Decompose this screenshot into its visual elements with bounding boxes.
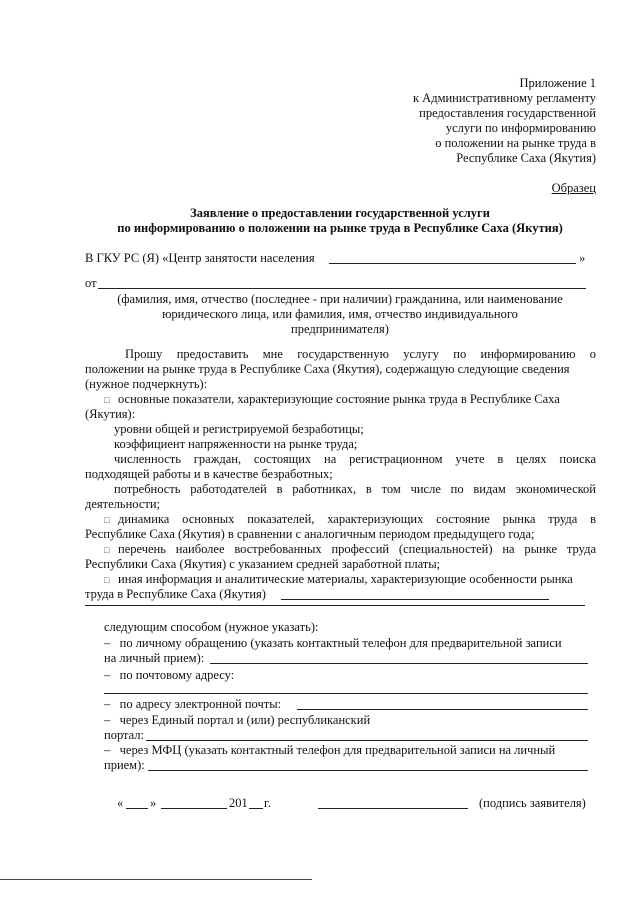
date-month-field[interactable] bbox=[161, 808, 227, 809]
sub-item-unemployment[interactable]: уровни общей и регистрируемой безработицы; bbox=[114, 422, 364, 436]
other-info-field[interactable] bbox=[281, 599, 549, 600]
sub-item-registered[interactable]: численность граждан, состоящих на регистрационном учете в целях поиска bbox=[114, 452, 596, 466]
from-label: от bbox=[85, 276, 97, 290]
applicant-note-line: предпринимателя) bbox=[291, 322, 389, 336]
checkbox-icon[interactable]: □ bbox=[104, 395, 110, 405]
email-field[interactable] bbox=[297, 709, 588, 710]
date-day-field[interactable] bbox=[126, 808, 148, 809]
intro-line-3: (нужное подчеркнуть): bbox=[85, 377, 208, 391]
title-line-1: Заявление о предоставлении государственной услуги bbox=[190, 206, 490, 220]
portal-field[interactable] bbox=[146, 740, 588, 741]
sub-item-tension[interactable]: коэффициент напряженности на рынке труда; bbox=[114, 437, 358, 451]
addressee-close: » bbox=[579, 251, 586, 265]
document-title bbox=[60, 206, 620, 236]
method-email[interactable] bbox=[104, 697, 281, 712]
other-info-field-2[interactable] bbox=[85, 605, 585, 606]
mfc-phone-field[interactable] bbox=[148, 770, 588, 771]
intro-line-2: положении на рынке труда в Республике Саха (Якутия), содержащую следующие сведения bbox=[85, 362, 570, 376]
item-professions[interactable] bbox=[104, 542, 596, 558]
applicant-note-line: (фамилия, имя, отчество (последнее - при наличии) гражданина, или наименование bbox=[117, 292, 563, 306]
appendix-line: к Административному регламенту bbox=[412, 91, 596, 105]
dash: – bbox=[104, 697, 111, 711]
dash: – bbox=[104, 713, 111, 727]
checkbox-icon[interactable]: □ bbox=[104, 515, 110, 525]
method-text: по личному обращению (указать контактный телефон для предварительной записи bbox=[119, 636, 562, 650]
date-year-suffix: г. bbox=[264, 796, 271, 810]
appendix-line: услуги по информированию bbox=[445, 121, 596, 135]
personal-phone-field[interactable] bbox=[210, 663, 588, 664]
signature-field[interactable] bbox=[318, 808, 468, 809]
appendix-line: Республике Саха (Якутия) bbox=[456, 151, 596, 165]
method-portal[interactable] bbox=[104, 713, 370, 728]
applicant-note bbox=[95, 292, 585, 337]
dash: – bbox=[104, 636, 111, 650]
method-heading: следующим способом (нужное указать): bbox=[104, 620, 319, 634]
method-personal-cont: на личный прием): bbox=[104, 651, 205, 665]
item-text: перечень наиболее востребованных профессий (специальностей) на рынке труда bbox=[118, 542, 596, 556]
sample-label: Образец bbox=[551, 181, 596, 195]
item-text-cont: (Якутия): bbox=[85, 407, 136, 421]
intro-line-1: Прошу предоставить мне государственную услугу по информированию о bbox=[125, 347, 596, 361]
item-other-info[interactable] bbox=[104, 572, 573, 588]
addressee-label: В ГКУ РС (Я) «Центр занятости населения bbox=[85, 251, 315, 265]
postal-address-field[interactable] bbox=[104, 693, 588, 694]
method-text: через Единый портал и (или) республиканский bbox=[119, 713, 371, 727]
item-dynamics[interactable] bbox=[104, 512, 596, 528]
date-year-field[interactable] bbox=[249, 808, 263, 809]
signature-label: (подпись заявителя) bbox=[479, 796, 586, 810]
date-open-quote: « bbox=[117, 796, 124, 810]
footnote-separator bbox=[0, 879, 312, 880]
sub-item-demand-cont: деятельности; bbox=[85, 497, 161, 511]
item-professions-cont: Республики Саха (Якутия) с указанием средней заработной платы; bbox=[85, 557, 441, 571]
applicant-note-line: юридического лица, или фамилия, имя, отчество индивидуального bbox=[162, 307, 518, 321]
appendix-line: о положении на рынке труда в bbox=[435, 136, 596, 150]
title-line-2: по информированию о положении на рынке труда в Республике Саха (Якутия) bbox=[117, 221, 563, 235]
method-text: по адресу электронной почты: bbox=[119, 697, 282, 711]
method-text: через МФЦ (указать контактный телефон для предварительной записи на личный bbox=[119, 743, 556, 757]
date-close-quote: » bbox=[150, 796, 157, 810]
method-portal-cont: портал: bbox=[104, 728, 145, 742]
sub-item-registered-cont: подходящей работы и в качестве безработных; bbox=[85, 467, 333, 481]
dash: – bbox=[104, 668, 111, 682]
appendix-block bbox=[336, 76, 596, 166]
dash: – bbox=[104, 743, 111, 757]
addressee-field[interactable] bbox=[329, 263, 576, 264]
method-postal[interactable] bbox=[104, 668, 234, 683]
appendix-line: Приложение 1 bbox=[519, 76, 596, 90]
method-text: по почтовому адресу: bbox=[119, 668, 235, 682]
item-main-indicators[interactable] bbox=[104, 392, 560, 408]
item-text: динамика основных показателей, характеризующих состояние рынка труда в bbox=[118, 512, 596, 526]
date-year-prefix: 201 bbox=[229, 796, 248, 810]
item-dynamics-cont: Республике Саха (Якутия) в сравнении с аналогичным периодом предыдущего года; bbox=[85, 527, 535, 541]
item-text: основные показатели, характеризующие состояние рынка труда в Республике Саха bbox=[118, 392, 560, 406]
method-personal[interactable] bbox=[104, 636, 562, 651]
method-mfc-cont: прием): bbox=[104, 758, 145, 772]
sub-item-demand[interactable]: потребность работодателей в работниках, в том числе по видам экономической bbox=[114, 482, 596, 496]
method-mfc[interactable] bbox=[104, 743, 555, 758]
item-text: иная информация и аналитические материалы, характеризующие особенности рынка bbox=[118, 572, 573, 586]
from-field[interactable] bbox=[98, 288, 586, 289]
checkbox-icon[interactable]: □ bbox=[104, 575, 110, 585]
item-other-info-cont: труда в Республике Саха (Якутия) bbox=[85, 587, 266, 601]
checkbox-icon[interactable]: □ bbox=[104, 545, 110, 555]
appendix-line: предоставления государственной bbox=[419, 106, 596, 120]
